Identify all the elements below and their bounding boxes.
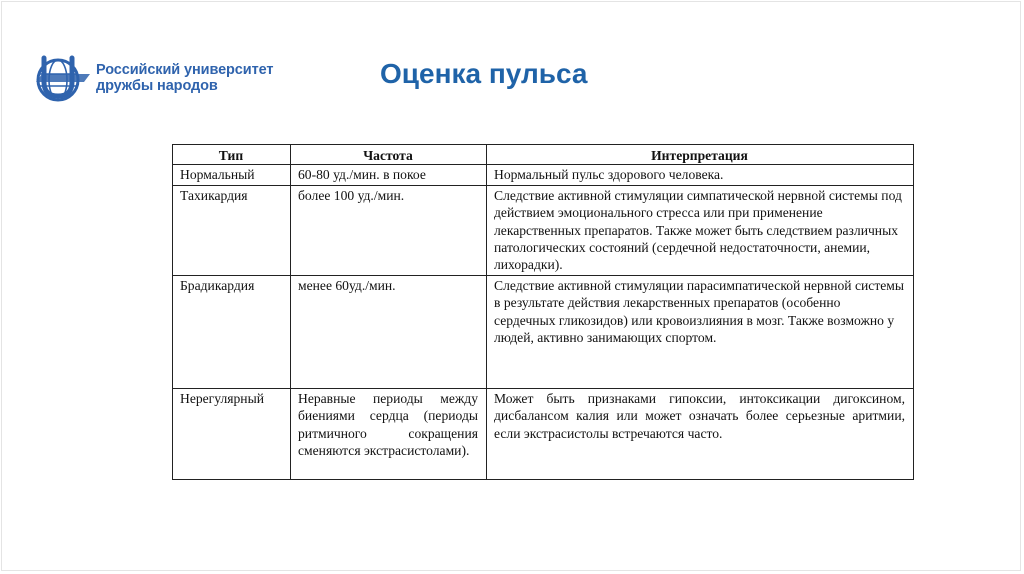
table-row bbox=[173, 185, 914, 275]
cell-interpretation: Нормальный пульс здорового человека. bbox=[487, 165, 914, 185]
cell-frequency: 60-80 уд./мин. в покое bbox=[291, 165, 487, 185]
cell-type: Тахикардия bbox=[173, 185, 291, 275]
university-logo bbox=[34, 52, 294, 108]
cell-type: Брадикардия bbox=[173, 275, 291, 388]
logo-text bbox=[96, 62, 273, 94]
cell-frequency: Неравные периоды между биениями сердца (периоды ритмичного сокращения сменяются экстрасистолами). bbox=[291, 388, 487, 479]
logo-line-1: Российский университет bbox=[96, 62, 274, 78]
cell-type: Нерегулярный bbox=[173, 388, 291, 479]
pulse-table bbox=[172, 144, 914, 480]
header-type: Тип bbox=[173, 145, 291, 165]
table-row bbox=[173, 165, 914, 185]
table-header-row bbox=[173, 145, 914, 165]
globe-logo-icon bbox=[34, 52, 90, 108]
cell-type: Нормальный bbox=[173, 165, 291, 185]
logo-line-2: дружбы народов bbox=[96, 78, 218, 94]
table-row bbox=[173, 388, 914, 479]
cell-interpretation: Следствие активной стимуляции парасимпатической нервной системы в результате действия лекарственных препаратов (особенно сердечных гликозидов) или кровоизлияния в мозг. Также возможно у людей, активно занимающих спортом. bbox=[487, 275, 914, 388]
table-row bbox=[173, 275, 914, 388]
cell-frequency: менее 60уд./мин. bbox=[291, 275, 487, 388]
cell-interpretation: Следствие активной стимуляции симпатической нервной системы под действием эмоционального стресса или при применение лекарственных препаратов. Также может быть следствием различных патологических состояний (сердечной недостаточности, анемии, лихорадки). bbox=[487, 185, 914, 275]
cell-frequency: более 100 уд./мин. bbox=[291, 185, 487, 275]
slide-title: Оценка пульса bbox=[380, 58, 588, 89]
cell-interpretation: Может быть признаками гипоксии, интоксикации дигоксином, дисбалансом калия или может означать более серьезные аритмии, если экстрасистолы встречаются часто. bbox=[487, 388, 914, 479]
header-frequency: Частота bbox=[291, 145, 487, 165]
header-interpretation: Интерпретация bbox=[487, 145, 914, 165]
